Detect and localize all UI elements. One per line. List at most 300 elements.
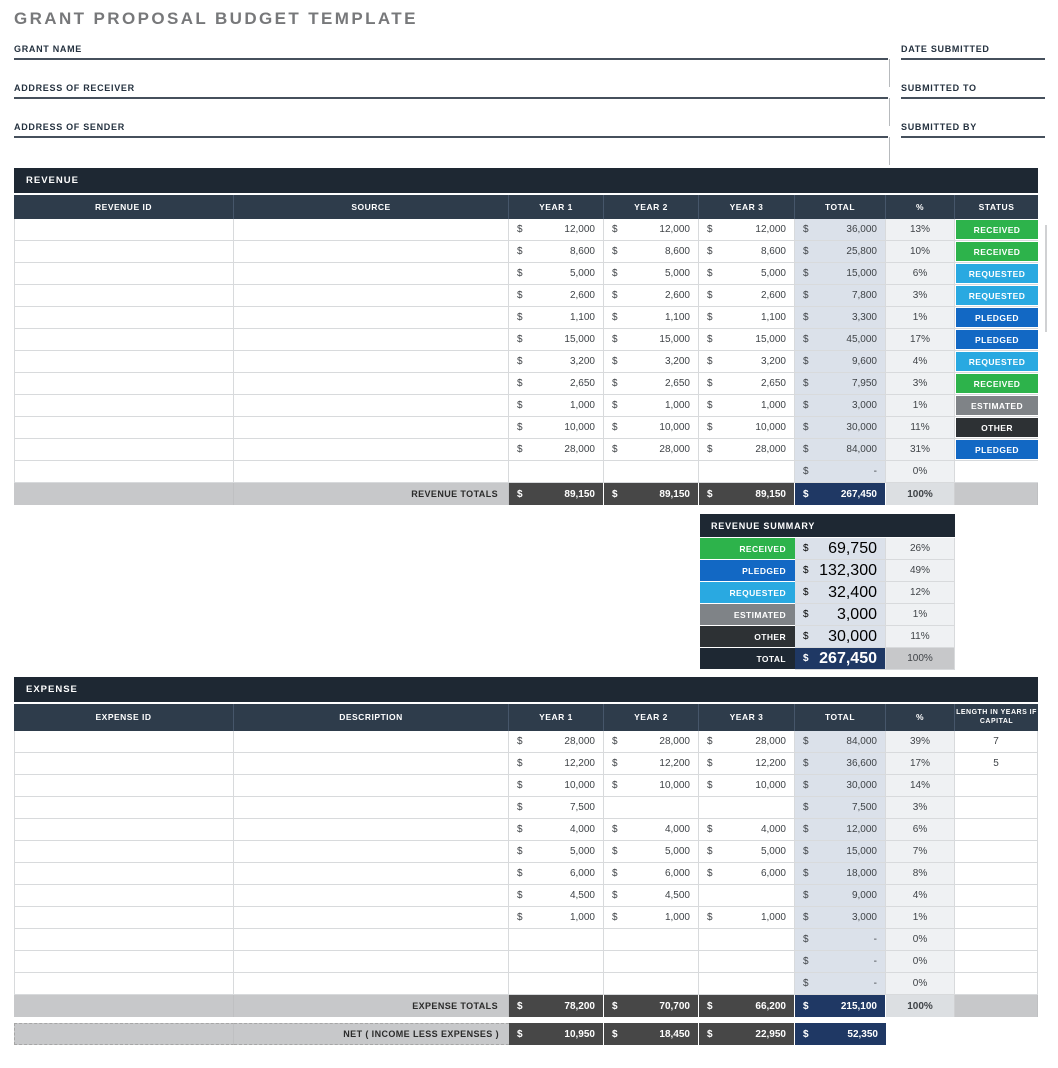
length-in-years-cell[interactable] xyxy=(955,863,1038,884)
table-row xyxy=(14,395,1038,417)
year2-cell[interactable]: $ 8,600 xyxy=(604,241,699,262)
year3-cell[interactable]: $ 28,000 xyxy=(699,731,795,752)
status-badge[interactable]: PLEDGED xyxy=(956,440,1038,459)
year2-cell[interactable]: $ 5,000 xyxy=(604,841,699,862)
year1-cell[interactable]: $ 1,000 xyxy=(509,907,604,928)
year1-cell[interactable]: $ 4,500 xyxy=(509,885,604,906)
year2-cell[interactable]: $ 6,000 xyxy=(604,863,699,884)
table-row xyxy=(14,973,1038,995)
percent-cell: 0% xyxy=(886,929,955,950)
header-cell-year-1: YEAR 1 xyxy=(509,704,604,731)
percent-cell: 0% xyxy=(886,461,955,482)
total-cell: $ - xyxy=(795,929,886,950)
table-row xyxy=(14,885,1038,907)
description-cell[interactable] xyxy=(234,797,509,818)
total-cell: $ 30,000 xyxy=(795,775,886,796)
year3-cell[interactable] xyxy=(699,929,795,950)
revenue-totals-total-cell: $ 267,450 xyxy=(795,483,886,505)
expense-totals-row xyxy=(14,995,1038,1017)
year3-cell[interactable] xyxy=(699,797,795,818)
year2-cell[interactable]: $ 28,000 xyxy=(604,439,699,460)
year3-cell[interactable]: $ 5,000 xyxy=(699,263,795,284)
table-row xyxy=(14,241,1038,263)
revenue-totals-spacer xyxy=(14,483,234,505)
year1-cell[interactable]: $ 6,000 xyxy=(509,863,604,884)
summary-status-label: TOTAL xyxy=(700,648,795,670)
status-cell[interactable] xyxy=(955,285,1038,306)
expense-id-cell[interactable] xyxy=(14,907,234,928)
header-cell--: % xyxy=(886,195,955,219)
summary-amount-cell: $ 69,750 xyxy=(795,538,886,560)
total-cell: $ 45,000 xyxy=(795,329,886,350)
total-cell: $ 30,000 xyxy=(795,417,886,438)
year1-cell[interactable]: $ 28,000 xyxy=(509,439,604,460)
percent-cell: 31% xyxy=(886,439,955,460)
year2-cell[interactable]: $ 15,000 xyxy=(604,329,699,350)
year3-cell[interactable]: $ 1,000 xyxy=(699,907,795,928)
summary-status-label: PLEDGED xyxy=(700,560,795,582)
year2-cell[interactable]: $ 1,100 xyxy=(604,307,699,328)
year2-cell[interactable]: $ 5,000 xyxy=(604,263,699,284)
status-cell[interactable] xyxy=(955,417,1038,438)
year2-cell[interactable]: $ 10,000 xyxy=(604,417,699,438)
source-cell[interactable] xyxy=(234,439,509,460)
expense-id-cell[interactable] xyxy=(14,731,234,752)
revenue-header-row xyxy=(14,195,1038,219)
length-in-years-cell[interactable]: 5 xyxy=(955,753,1038,774)
total-cell: $ 3,000 xyxy=(795,395,886,416)
expense-id-cell[interactable] xyxy=(14,841,234,862)
summary-amount-cell: $ 267,450 xyxy=(795,648,886,670)
description-cell[interactable] xyxy=(234,775,509,796)
summary-row xyxy=(700,582,955,604)
header-cell-length-in-years-if-capital: LENGTH IN YEARS IF CAPITAL xyxy=(955,704,1038,731)
grant-name-label: GRANT NAME xyxy=(14,44,82,54)
address-of-sender-input[interactable] xyxy=(14,136,888,138)
status-cell[interactable] xyxy=(955,307,1038,328)
source-cell[interactable] xyxy=(234,351,509,372)
status-cell[interactable] xyxy=(955,351,1038,372)
description-cell[interactable] xyxy=(234,841,509,862)
length-in-years-cell[interactable] xyxy=(955,819,1038,840)
status-cell[interactable] xyxy=(955,219,1038,240)
year2-cell[interactable]: $ 28,000 xyxy=(604,731,699,752)
total-cell: $ 36,600 xyxy=(795,753,886,774)
form-cell-divider xyxy=(889,137,890,165)
summary-status-label: ESTIMATED xyxy=(700,604,795,626)
header-cell-description: DESCRIPTION xyxy=(234,704,509,731)
description-cell[interactable] xyxy=(234,885,509,906)
percent-cell: 7% xyxy=(886,841,955,862)
table-row xyxy=(14,907,1038,929)
year1-cell[interactable]: $ 12,200 xyxy=(509,753,604,774)
percent-cell: 0% xyxy=(886,973,955,994)
expense-totals-year1-cell: $ 78,200 xyxy=(509,995,604,1017)
percent-cell: 10% xyxy=(886,241,955,262)
description-cell[interactable] xyxy=(234,753,509,774)
percent-cell: 39% xyxy=(886,731,955,752)
status-badge[interactable]: REQUESTED xyxy=(956,286,1038,305)
grant-name-input[interactable] xyxy=(14,58,888,60)
expense-totals-label: EXPENSE TOTALS xyxy=(234,995,509,1017)
summary-row xyxy=(700,604,955,626)
percent-cell: 13% xyxy=(886,219,955,240)
percent-cell: 4% xyxy=(886,351,955,372)
status-cell[interactable] xyxy=(955,373,1038,394)
submitted-by-label: SUBMITTED BY xyxy=(901,122,977,132)
expense-section-bar: EXPENSE xyxy=(14,677,1038,702)
header-cell-year-2: YEAR 2 xyxy=(604,704,699,731)
revenue-id-cell[interactable] xyxy=(14,241,234,262)
revenue-id-cell[interactable] xyxy=(14,395,234,416)
expense-totals-percent-cell: 100% xyxy=(886,995,955,1017)
year3-cell[interactable]: $ 2,600 xyxy=(699,285,795,306)
header-cell-source: SOURCE xyxy=(234,195,509,219)
expense-table-body xyxy=(14,731,1038,995)
status-badge[interactable]: REQUESTED xyxy=(956,352,1038,371)
length-in-years-cell[interactable] xyxy=(955,929,1038,950)
summary-row xyxy=(700,560,955,582)
header-cell-expense-id: EXPENSE ID xyxy=(14,704,234,731)
source-cell[interactable] xyxy=(234,307,509,328)
revenue-id-cell[interactable] xyxy=(14,307,234,328)
year3-cell[interactable]: $ 2,650 xyxy=(699,373,795,394)
summary-percent-cell: 12% xyxy=(886,582,955,604)
header-cell-year-3: YEAR 3 xyxy=(699,704,795,731)
status-cell[interactable] xyxy=(955,329,1038,350)
source-cell[interactable] xyxy=(234,417,509,438)
year3-cell[interactable]: $ 12,200 xyxy=(699,753,795,774)
submitted-to-input[interactable] xyxy=(901,97,1045,99)
expense-totals-spacer xyxy=(14,995,234,1017)
address-of-receiver-input[interactable] xyxy=(14,97,888,99)
status-badge[interactable]: ESTIMATED xyxy=(956,396,1038,415)
year3-cell[interactable]: $ 5,000 xyxy=(699,841,795,862)
revenue-id-cell[interactable] xyxy=(14,461,234,482)
total-cell: $ 84,000 xyxy=(795,731,886,752)
year2-cell[interactable]: $ 3,200 xyxy=(604,351,699,372)
date-submitted-input[interactable] xyxy=(901,58,1045,60)
revenue-totals-year3-cell: $ 89,150 xyxy=(699,483,795,505)
table-row xyxy=(14,775,1038,797)
description-cell[interactable] xyxy=(234,973,509,994)
net-spacer xyxy=(14,1023,234,1045)
table-row xyxy=(14,351,1038,373)
table-row xyxy=(14,461,1038,483)
expense-totals-year2-cell: $ 70,700 xyxy=(604,995,699,1017)
table-row xyxy=(14,219,1038,241)
length-in-years-cell[interactable] xyxy=(955,797,1038,818)
year3-cell[interactable] xyxy=(699,885,795,906)
revenue-id-cell[interactable] xyxy=(14,263,234,284)
revenue-totals-year2-cell: $ 89,150 xyxy=(604,483,699,505)
revenue-totals-label: REVENUE TOTALS xyxy=(234,483,509,505)
year2-cell[interactable] xyxy=(604,929,699,950)
table-row xyxy=(14,285,1038,307)
address-of-sender-field xyxy=(14,122,888,138)
year1-cell[interactable]: $ 4,000 xyxy=(509,819,604,840)
length-in-years-cell[interactable] xyxy=(955,973,1038,994)
percent-cell: 3% xyxy=(886,797,955,818)
date-submitted-field xyxy=(901,44,1045,60)
source-cell[interactable] xyxy=(234,461,509,482)
year2-cell[interactable]: $ 1,000 xyxy=(604,907,699,928)
expense-id-cell[interactable] xyxy=(14,929,234,950)
table-row xyxy=(14,753,1038,775)
description-cell[interactable] xyxy=(234,863,509,884)
year2-cell[interactable]: $ 4,500 xyxy=(604,885,699,906)
year3-cell[interactable]: $ 12,000 xyxy=(699,219,795,240)
year1-cell[interactable] xyxy=(509,929,604,950)
status-badge[interactable]: OTHER xyxy=(956,418,1038,437)
year3-cell[interactable]: $ 8,600 xyxy=(699,241,795,262)
summary-percent-cell: 1% xyxy=(886,604,955,626)
year1-cell[interactable]: $ 28,000 xyxy=(509,731,604,752)
percent-cell: 3% xyxy=(886,373,955,394)
revenue-id-cell[interactable] xyxy=(14,417,234,438)
status-badge[interactable]: RECEIVED xyxy=(956,374,1038,393)
header-cell-total: TOTAL xyxy=(795,704,886,731)
percent-cell: 6% xyxy=(886,263,955,284)
total-cell: $ 25,800 xyxy=(795,241,886,262)
summary-amount-cell: $ 3,000 xyxy=(795,604,886,626)
total-cell: $ 3,000 xyxy=(795,907,886,928)
year1-cell[interactable] xyxy=(509,951,604,972)
year3-cell[interactable]: $ 1,000 xyxy=(699,395,795,416)
year1-cell[interactable]: $ 1,100 xyxy=(509,307,604,328)
table-row xyxy=(14,951,1038,973)
expense-header-row xyxy=(14,704,1038,731)
table-row xyxy=(14,841,1038,863)
expense-id-cell[interactable] xyxy=(14,797,234,818)
revenue-summary-body xyxy=(700,538,955,670)
year1-cell[interactable]: $ 2,600 xyxy=(509,285,604,306)
expense-id-cell[interactable] xyxy=(14,753,234,774)
form-cell-divider xyxy=(889,98,890,126)
year3-cell[interactable]: $ 15,000 xyxy=(699,329,795,350)
expense-totals-total-cell: $ 215,100 xyxy=(795,995,886,1017)
description-cell[interactable] xyxy=(234,907,509,928)
expense-id-cell[interactable] xyxy=(14,951,234,972)
description-cell[interactable] xyxy=(234,929,509,950)
revenue-totals-year1-cell: $ 89,150 xyxy=(509,483,604,505)
year3-cell[interactable] xyxy=(699,973,795,994)
percent-cell: 1% xyxy=(886,307,955,328)
revenue-table-body xyxy=(14,219,1038,483)
header-cell-year-2: YEAR 2 xyxy=(604,195,699,219)
table-row xyxy=(14,263,1038,285)
expense-id-cell[interactable] xyxy=(14,973,234,994)
net-label: NET ( INCOME LESS EXPENSES ) xyxy=(234,1023,509,1045)
net-year3-cell: $ 22,950 xyxy=(699,1023,795,1045)
address-of-receiver-label: ADDRESS OF RECEIVER xyxy=(14,83,135,93)
summary-amount-cell: $ 32,400 xyxy=(795,582,886,604)
revenue-id-cell[interactable] xyxy=(14,351,234,372)
header-cell-status: STATUS xyxy=(955,195,1038,219)
year2-cell[interactable]: $ 10,000 xyxy=(604,775,699,796)
expense-id-cell[interactable] xyxy=(14,863,234,884)
expense-id-cell[interactable] xyxy=(14,775,234,796)
year1-cell[interactable] xyxy=(509,461,604,482)
total-cell: $ - xyxy=(795,951,886,972)
table-row xyxy=(14,863,1038,885)
status-badge[interactable]: RECEIVED xyxy=(956,220,1038,239)
year3-cell[interactable]: $ 10,000 xyxy=(699,775,795,796)
table-row xyxy=(14,731,1038,753)
year1-cell[interactable]: $ 5,000 xyxy=(509,263,604,284)
length-in-years-cell[interactable]: 7 xyxy=(955,731,1038,752)
year1-cell[interactable]: $ 12,000 xyxy=(509,219,604,240)
year1-cell[interactable]: $ 5,000 xyxy=(509,841,604,862)
revenue-totals-status-spacer xyxy=(955,483,1038,505)
expense-id-cell[interactable] xyxy=(14,819,234,840)
length-in-years-cell[interactable] xyxy=(955,885,1038,906)
revenue-id-cell[interactable] xyxy=(14,329,234,350)
year2-cell[interactable]: $ 12,200 xyxy=(604,753,699,774)
year1-cell[interactable]: $ 15,000 xyxy=(509,329,604,350)
table-row xyxy=(14,329,1038,351)
submitted-to-field xyxy=(901,83,1045,99)
source-cell[interactable] xyxy=(234,241,509,262)
year2-cell[interactable]: $ 4,000 xyxy=(604,819,699,840)
year1-cell[interactable] xyxy=(509,973,604,994)
total-cell: $ 18,000 xyxy=(795,863,886,884)
source-cell[interactable] xyxy=(234,285,509,306)
description-cell[interactable] xyxy=(234,819,509,840)
status-badge[interactable]: PLEDGED xyxy=(956,330,1038,349)
revenue-id-cell[interactable] xyxy=(14,373,234,394)
date-submitted-label: DATE SUBMITTED xyxy=(901,44,990,54)
year3-cell[interactable] xyxy=(699,951,795,972)
source-cell[interactable] xyxy=(234,219,509,240)
year3-cell[interactable]: $ 10,000 xyxy=(699,417,795,438)
summary-percent-cell: 26% xyxy=(886,538,955,560)
net-total-cell: $ 52,350 xyxy=(795,1023,886,1045)
total-cell: $ 9,000 xyxy=(795,885,886,906)
table-row xyxy=(14,373,1038,395)
total-cell: $ 9,600 xyxy=(795,351,886,372)
source-cell[interactable] xyxy=(234,373,509,394)
revenue-totals-row xyxy=(14,483,1038,505)
tables-area xyxy=(14,168,1038,1045)
status-cell[interactable] xyxy=(955,263,1038,284)
summary-percent-cell: 49% xyxy=(886,560,955,582)
year3-cell[interactable] xyxy=(699,461,795,482)
year2-cell[interactable]: $ 2,600 xyxy=(604,285,699,306)
total-cell: $ 36,000 xyxy=(795,219,886,240)
status-badge[interactable]: PLEDGED xyxy=(956,308,1038,327)
table-row xyxy=(14,439,1038,461)
percent-cell: 4% xyxy=(886,885,955,906)
summary-amount-cell: $ 30,000 xyxy=(795,626,886,648)
revenue-id-cell[interactable] xyxy=(14,439,234,460)
form-cell-divider xyxy=(889,59,890,87)
net-year2-cell: $ 18,450 xyxy=(604,1023,699,1045)
year3-cell[interactable]: $ 4,000 xyxy=(699,819,795,840)
year1-cell[interactable]: $ 2,650 xyxy=(509,373,604,394)
revenue-id-cell[interactable] xyxy=(14,219,234,240)
year1-cell[interactable]: $ 8,600 xyxy=(509,241,604,262)
grant-name-field xyxy=(14,44,888,60)
total-cell: $ 84,000 xyxy=(795,439,886,460)
percent-cell: 6% xyxy=(886,819,955,840)
length-in-years-cell[interactable] xyxy=(955,841,1038,862)
header-cell-year-1: YEAR 1 xyxy=(509,195,604,219)
percent-cell: 17% xyxy=(886,753,955,774)
year1-cell[interactable]: $ 1,000 xyxy=(509,395,604,416)
description-cell[interactable] xyxy=(234,731,509,752)
status-cell[interactable] xyxy=(955,461,1038,482)
summary-percent-cell: 11% xyxy=(886,626,955,648)
source-cell[interactable] xyxy=(234,263,509,284)
status-badge[interactable]: REQUESTED xyxy=(956,264,1038,283)
percent-cell: 1% xyxy=(886,907,955,928)
expense-id-cell[interactable] xyxy=(14,885,234,906)
status-cell[interactable] xyxy=(955,395,1038,416)
table-row xyxy=(14,417,1038,439)
net-year1-cell: $ 10,950 xyxy=(509,1023,604,1045)
table-row xyxy=(14,797,1038,819)
status-cell[interactable] xyxy=(955,241,1038,262)
total-cell: $ 12,000 xyxy=(795,819,886,840)
revenue-id-cell[interactable] xyxy=(14,285,234,306)
year1-cell[interactable]: $ 3,200 xyxy=(509,351,604,372)
total-cell: $ - xyxy=(795,461,886,482)
year3-cell[interactable]: $ 28,000 xyxy=(699,439,795,460)
summary-status-label: OTHER xyxy=(700,626,795,648)
page-break-line xyxy=(1045,225,1047,332)
summary-status-label: REQUESTED xyxy=(700,582,795,604)
source-cell[interactable] xyxy=(234,329,509,350)
total-cell: $ 7,800 xyxy=(795,285,886,306)
year1-cell[interactable]: $ 10,000 xyxy=(509,417,604,438)
year1-cell[interactable]: $ 10,000 xyxy=(509,775,604,796)
year2-cell[interactable] xyxy=(604,797,699,818)
year2-cell[interactable] xyxy=(604,461,699,482)
year2-cell[interactable] xyxy=(604,973,699,994)
total-cell: $ 15,000 xyxy=(795,841,886,862)
year3-cell[interactable]: $ 6,000 xyxy=(699,863,795,884)
percent-cell: 11% xyxy=(886,417,955,438)
year2-cell[interactable]: $ 2,650 xyxy=(604,373,699,394)
percent-cell: 3% xyxy=(886,285,955,306)
table-row xyxy=(14,307,1038,329)
percent-cell: 0% xyxy=(886,951,955,972)
header-cell-revenue-id: REVENUE ID xyxy=(14,195,234,219)
revenue-totals-percent-cell: 100% xyxy=(886,483,955,505)
year3-cell[interactable]: $ 1,100 xyxy=(699,307,795,328)
year2-cell[interactable]: $ 12,000 xyxy=(604,219,699,240)
net-row xyxy=(14,1023,1038,1045)
total-cell: $ 3,300 xyxy=(795,307,886,328)
year3-cell[interactable]: $ 3,200 xyxy=(699,351,795,372)
description-cell[interactable] xyxy=(234,951,509,972)
revenue-summary-title: REVENUE SUMMARY xyxy=(700,514,955,538)
status-cell[interactable] xyxy=(955,439,1038,460)
length-in-years-cell[interactable] xyxy=(955,907,1038,928)
total-cell: $ - xyxy=(795,973,886,994)
status-badge[interactable]: RECEIVED xyxy=(956,242,1038,261)
length-in-years-cell[interactable] xyxy=(955,951,1038,972)
year1-cell[interactable]: $ 7,500 xyxy=(509,797,604,818)
submitted-by-input[interactable] xyxy=(901,136,1045,138)
source-cell[interactable] xyxy=(234,395,509,416)
year2-cell[interactable]: $ 1,000 xyxy=(604,395,699,416)
submitted-by-field xyxy=(901,122,1045,138)
header-cell--: % xyxy=(886,704,955,731)
year2-cell[interactable] xyxy=(604,951,699,972)
length-in-years-cell[interactable] xyxy=(955,775,1038,796)
